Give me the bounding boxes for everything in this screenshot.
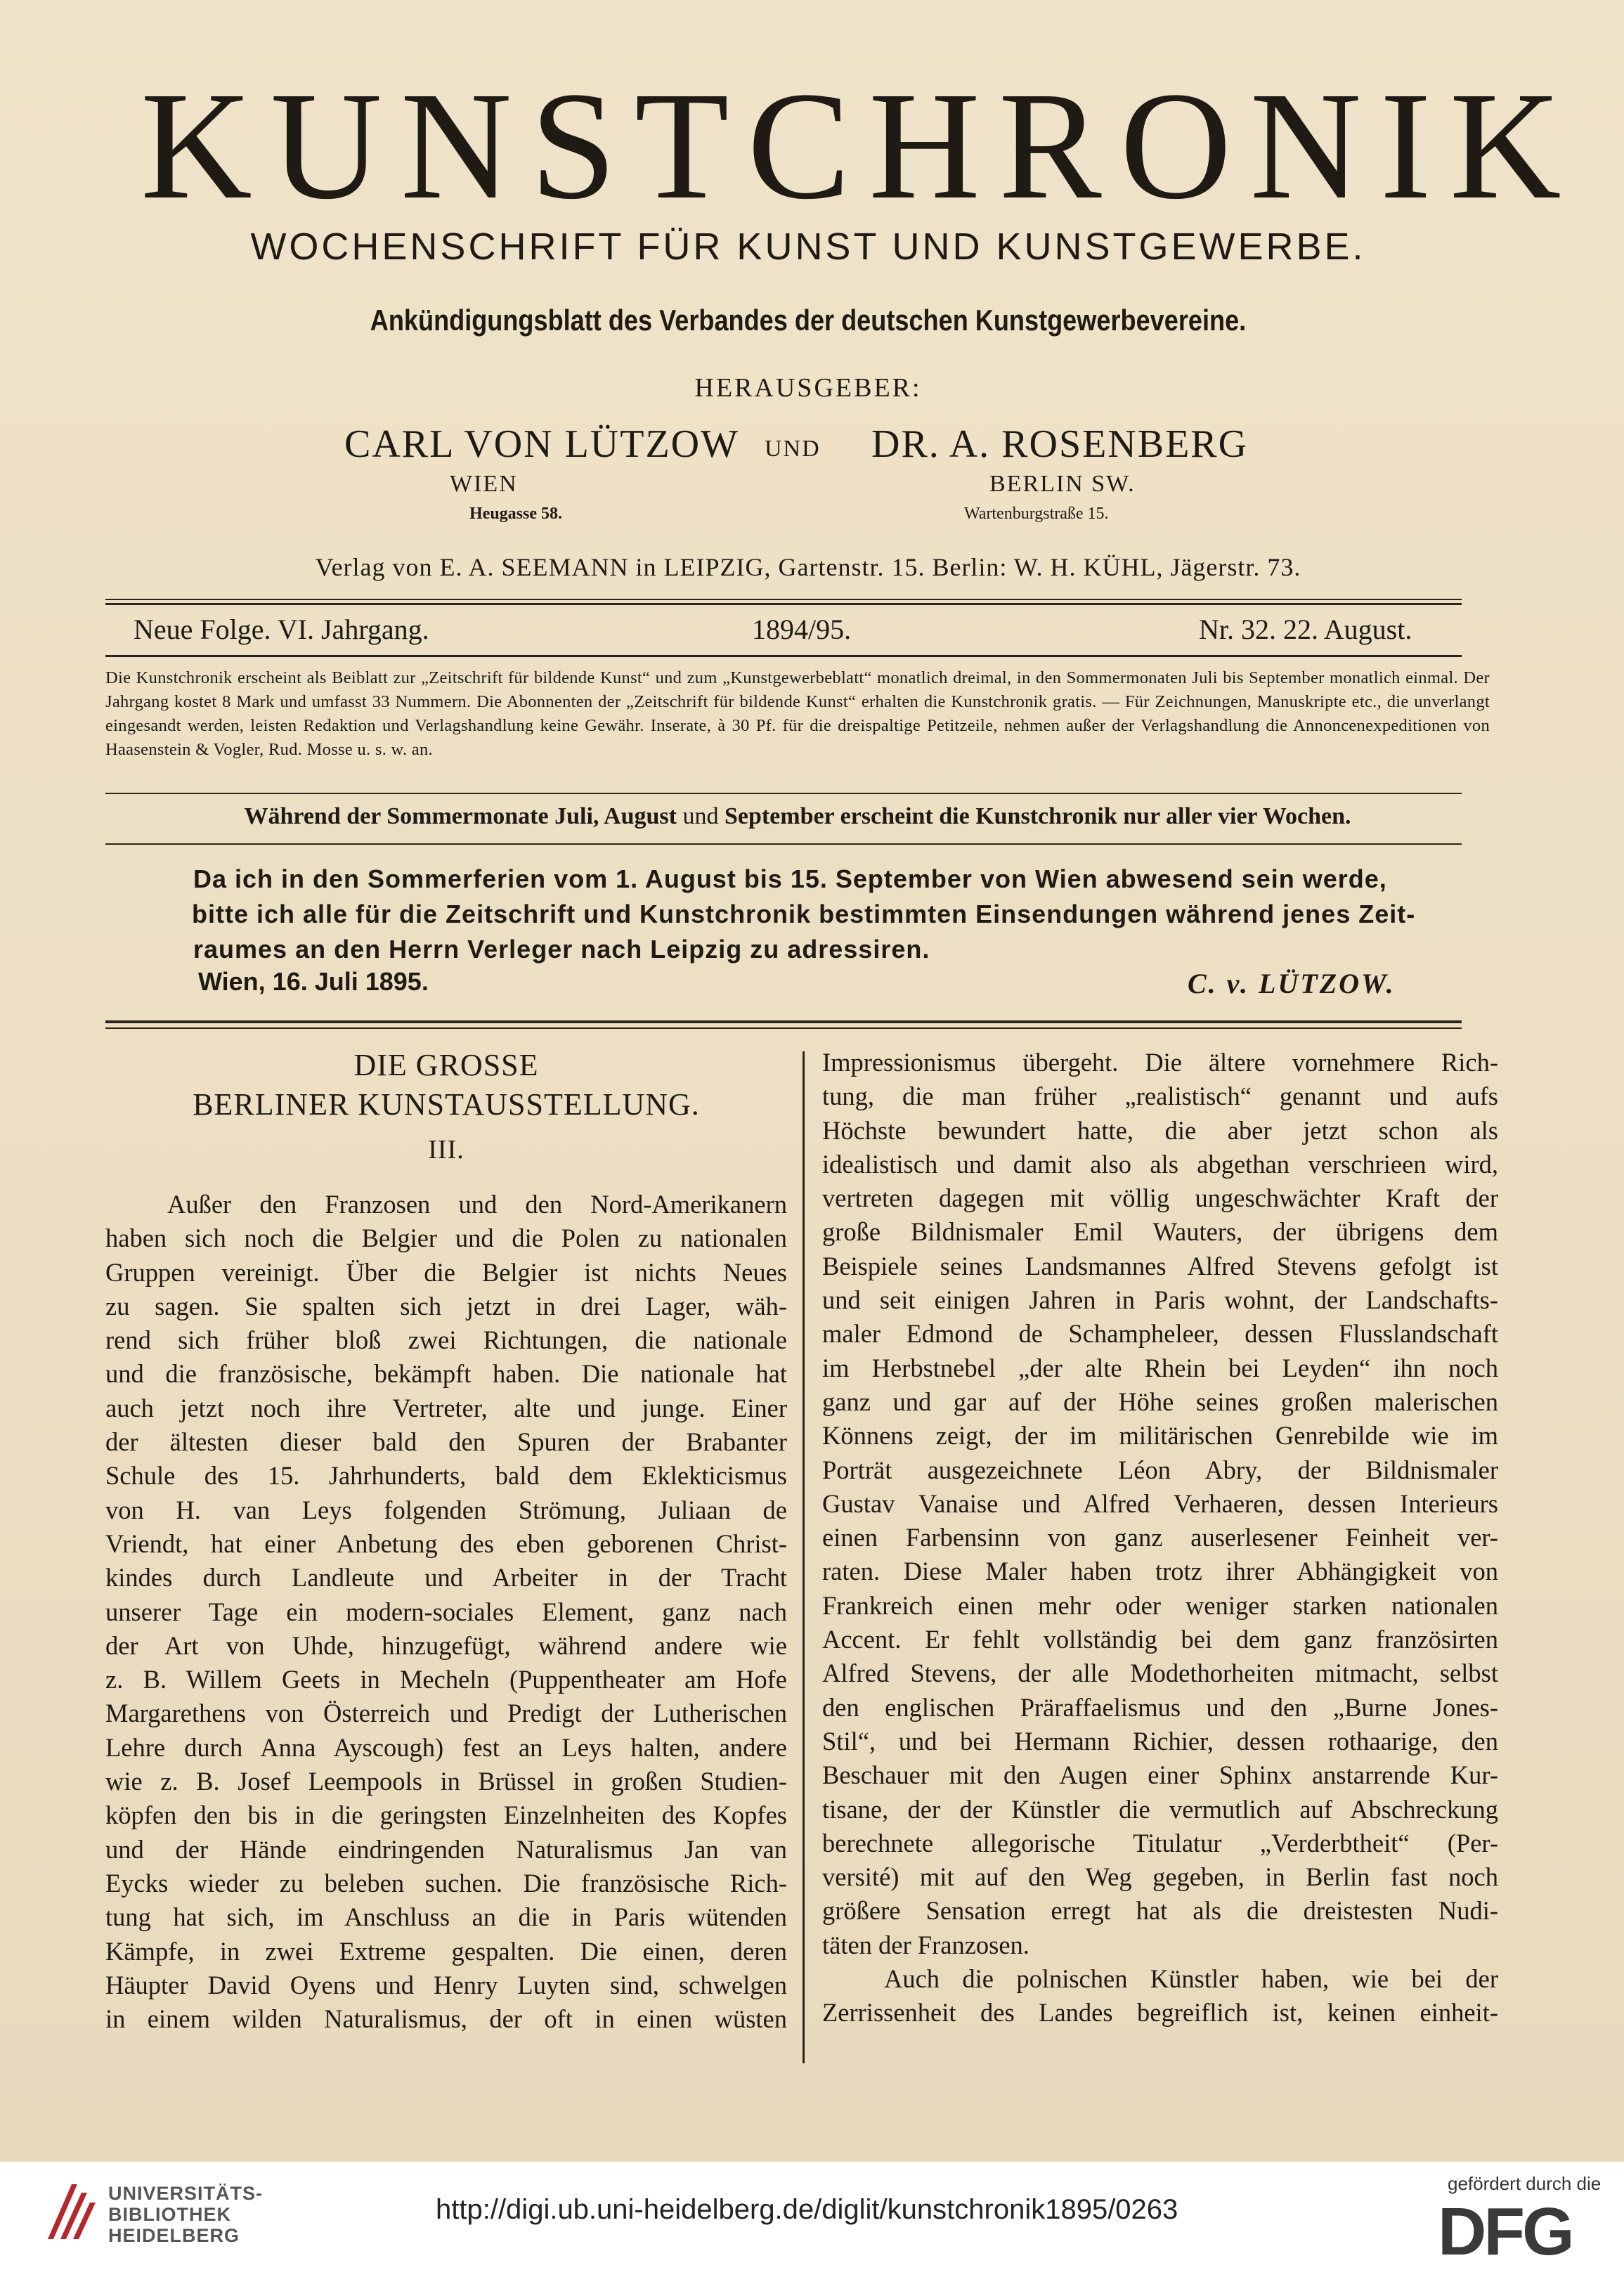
masthead-subtitle: WOCHENSCHRIFT FÜR KUNST UND KUNSTGEWERBE. [250, 226, 1366, 268]
editor-name-1: CARL VON LÜTZOW [344, 422, 739, 466]
text-line: haben sich noch die Belgier und die Polen zu nationalen [105, 1224, 787, 1253]
text-line: Margarethens von Österreich und Predigt der Lutherischen [105, 1699, 787, 1728]
rule-notice-bottom [105, 793, 1462, 794]
text-line: Beispiele seines Landsmannes Alfred Stevens gefolgt ist [822, 1251, 1498, 1280]
text-line: tisane, der der Künstler die vermutlich auf Abschreckung [822, 1794, 1498, 1824]
text-line: versité) mit auf den Weg gegeben, in Berlin fast noch [822, 1862, 1498, 1892]
issue-year: 1894/95. [752, 614, 852, 645]
text-line: z. B. Willem Geets in Mecheln (Puppentheater am Hofe [105, 1665, 787, 1694]
text-line: von H. van Leys folgenden Strömung, Juliaan de [105, 1495, 787, 1524]
text-line: größere Sensation erregt hat als die dreistesten Nudi- [822, 1896, 1498, 1926]
text-line: in einem wilden Naturalismus, der oft in einen wüsten [105, 2004, 787, 2034]
text-line: wie z. B. Josef Leempools in Brüssel in großen Studien- [105, 1767, 787, 1796]
issue-series: Neue Folge. VI. Jahrgang. [134, 614, 429, 645]
publisher-line: Verlag von E. A. SEEMANN in LEIPZIG, Gartenstr. 15. Berlin: W. H. KÜHL, Jägerstr. 73. [315, 553, 1301, 581]
text-line: Porträt ausgezeichnete Léon Abry, der Bildnismaler [822, 1455, 1498, 1484]
editor-city-2: BERLIN SW. [989, 471, 1136, 497]
text-line: im Herbstnebel „der alte Rhein bei Leyden“ ihn noch [822, 1353, 1498, 1382]
text-line: maler Edmond de Schampheleer, dessen Flusslandschaft [822, 1319, 1498, 1349]
text-line: Lehre durch Anna Ayscough) fest an Leys halten, andere [105, 1732, 787, 1762]
article-title-line1: DIE GROSSE [353, 1048, 539, 1082]
masthead-title: KUNSTCHRONIK [141, 60, 1580, 231]
summer-notice-und: und [682, 803, 719, 829]
rule-issue-bottom [105, 655, 1462, 657]
text-line: täten der Franzosen. [822, 1930, 1029, 1959]
text-line: zu sagen. Sie spalten sich jetzt in drei Lager, wäh- [105, 1291, 787, 1321]
text-line: raten. Diese Maler haben trotz ihrer Abhängigkeit von [822, 1557, 1498, 1586]
text-line: und die französische, bekämpft haben. Die nationale hat [105, 1359, 787, 1389]
text-line: berechnete allegorische Titulatur „Verderbtheit“ (Per- [822, 1828, 1498, 1857]
text-line: Könnens zeigt, der im militärischen Genrebilde wie im [822, 1421, 1498, 1451]
text-line: Schule des 15. Jahrhunderts, bald dem Eklekticismus [105, 1461, 787, 1491]
article-part-number: III. [428, 1135, 465, 1165]
text-line: der Art von Uhde, hinzugefügt, während andere wie [105, 1630, 787, 1660]
text-line: große Bildnismaler Emil Wauters, der übrigens dem [822, 1217, 1498, 1247]
text-line: tung hat sich, im Anschluss an die in Paris wütenden [105, 1902, 787, 1932]
library-name-line: BIBLIOTHEK [108, 2204, 231, 2225]
text-line: und der Hände eindringenden Naturalismus Jan van [105, 1834, 787, 1864]
summer-notice-part1: Während der Sommermonate Juli, August [244, 803, 677, 829]
absence-line: raumes an den Herrn Verleger nach Leipzig zu adressiren. [193, 935, 930, 964]
text-line: Höchste bewundert hatte, die aber jetzt schon als [822, 1115, 1498, 1145]
subscription-notice: Die Kunstchronik erscheint als Beiblatt zur „Zeitschrift für bildende Kunst“ und zum „Kunstgewerbeblatt“ monatlich dreimal, in den Sommermonaten Juli bis September monatlich einmal. Der Jahrgang kostet 8 Mark und umfasst 33 Nummern. Die Abonnenten der „Zeitschrift für bildende Kunst“ erhalten die Kunstchronik gratis. — Für Zeichnungen, Manuskripte etc., die unverlangt eingesandt werden, leisten Redaktion und Verlagshandlung keine Gewähr. Inserate, à 30 Pf. für die dreispaltige Petitzeile, nehmen außer der Verlagshandlung die Annoncenexpeditionen von Haasenstein & Vogler, Rud. Mosse u. s. w. an. [105, 668, 1490, 759]
source-url-link[interactable]: http://digi.ub.uni-heidelberg.de/diglit/kunstchronik1895/0263 [436, 2194, 1178, 2225]
article-title-line2: BERLINER KUNSTAUSSTELLUNG. [193, 1087, 700, 1122]
text-line: Accent. Er fehlt vollständig bei dem ganz französirten [822, 1625, 1498, 1654]
text-line: ganz und gar auf der Höhe seines großen malerischen [822, 1387, 1498, 1416]
summer-notice-part2: September erscheint die Kunstchronik nur aller vier Wochen. [724, 803, 1351, 829]
rule-article-thin [105, 1027, 1462, 1029]
text-line: kindes durch Landleute und Arbeiter in der Tracht [105, 1563, 787, 1592]
publisher-label: HERAUSGEBER: [694, 373, 922, 403]
editor-conjunction: UND [765, 436, 821, 462]
column-divider [803, 1051, 805, 2063]
absence-signature: C. v. LÜTZOW. [1188, 968, 1396, 999]
text-line: der ältesten dieser bald den Spuren der Brabanter [105, 1427, 787, 1457]
library-name-line: HEIDELBERG [108, 2225, 240, 2246]
library-name-line: UNIVERSITÄTS- [108, 2183, 264, 2204]
article-column-left [105, 1188, 787, 2036]
announcement-line: Ankündigungsblatt des Verbandes der deutschen Kunstgewerbevereine. [370, 304, 1247, 337]
text-line: unserer Tage ein modern-sociales Element, ganz nach [105, 1597, 787, 1626]
text-line: Häupter David Oyens und Henry Luyten sind, schwelgen [105, 1970, 787, 1999]
text-line: Gruppen vereinigt. Über die Belgier ist nichts Neues [105, 1257, 787, 1287]
text-line: Vriendt, hat einer Anbetung des eben geborenen Christ- [105, 1529, 787, 1558]
text-line: Eycks wieder zu beleben suchen. Die französische Rich- [105, 1868, 787, 1897]
rule-summer-bottom [105, 843, 1462, 845]
rule-article-thick [105, 1020, 1462, 1023]
text-line: Beschauer mit den Augen einer Sphinx anstarrende Kur- [822, 1760, 1498, 1790]
rule-top-thin [105, 599, 1462, 600]
issue-number: Nr. 32. 22. August. [1199, 614, 1412, 645]
text-line: Frankreich einen mehr oder weniger starken nationalen [822, 1590, 1498, 1620]
library-name[interactable] [108, 2183, 263, 2246]
text-line: auch jetzt noch ihre Vertreter, alte und junge. Einer [105, 1393, 787, 1422]
article-column-right [822, 1046, 1498, 2030]
text-line: vertreten dagegen mit völlig ungeschwächter Kraft der [822, 1183, 1498, 1213]
text-line: tung, die man früher „realistisch“ genannt und aufs [822, 1082, 1498, 1111]
editor-name-2: DR. A. ROSENBERG [871, 422, 1249, 466]
text-line: Stil“, und bei Hermann Richier, dessen rothaarige, den [822, 1726, 1498, 1756]
text-line: Außer den Franzosen und den Nord-Amerikanern [167, 1190, 787, 1219]
dfg-logo[interactable]: DFG [1438, 2194, 1572, 2269]
text-line: Gustav Vanaise und Alfred Verhaeren, dessen Interieurs [822, 1488, 1498, 1518]
editor-address-2: Wartenburgstraße 15. [964, 505, 1109, 523]
absence-line: bitte ich alle für die Zeitschrift und Kunstchronik bestimmten Einsendungen während jenes Zeit- [192, 900, 1416, 928]
editor-city-1: WIEN [450, 471, 518, 497]
university-library-logo-icon [44, 2180, 98, 2243]
text-line: Kämpfe, in zwei Extreme gespalten. Die einen, deren [105, 1936, 787, 1966]
text-line: Impressionismus übergeht. Die ältere vornehmere Rich- [822, 1048, 1498, 1077]
absence-date: Wien, 16. Juli 1895. [198, 967, 429, 996]
text-line: Auch die polnischen Künstler haben, wie bei der [884, 1964, 1498, 1994]
text-line: rend sich früher bloß zwei Richtungen, die nationale [105, 1325, 787, 1355]
text-line: köpfen den bis in die geringsten Einzelnheiten des Kopfes [105, 1801, 787, 1830]
summer-notice [105, 803, 1490, 830]
absence-line: Da ich in den Sommerferien vom 1. August bis 15. September von Wien abwesend sein werde, [193, 864, 1387, 893]
text-line: den englischen Präraffaelismus und den „Burne Jones- [822, 1692, 1498, 1722]
absence-notice [193, 862, 1500, 967]
text-line: Alfred Stevens, der alle Modethorheiten mitmacht, selbst [822, 1659, 1498, 1688]
text-line: einen Farbensinn von ganz auserlesener Feinheit ver- [822, 1523, 1498, 1552]
funding-label: gefördert durch die [1448, 2173, 1602, 2194]
text-line: und seit einigen Jahren in Paris wohnt, der Landschafts- [822, 1285, 1498, 1315]
editor-address-1: Heugasse 58. [469, 505, 562, 523]
text-line: idealistisch und damit also als abgethan verschrieen wird, [822, 1149, 1498, 1179]
text-line: Zerrissenheit des Landes begreiflich ist, keinen einheit- [822, 1998, 1498, 2028]
rule-top-thick [105, 603, 1462, 605]
